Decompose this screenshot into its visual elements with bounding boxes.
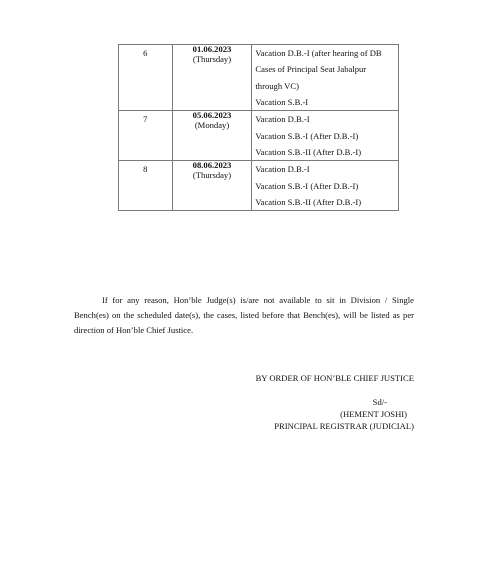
serial-number: 8 — [119, 161, 173, 211]
weekday: (Thursday) — [192, 53, 232, 64]
signatory-designation: PRINCIPAL REGISTRAR (JUDICIAL) — [274, 421, 414, 431]
date: 01.06.2023 — [192, 44, 232, 54]
weekday: (Thursday) — [192, 170, 232, 181]
signatory-name: (HEMENT JOSHI) — [340, 409, 407, 419]
bench-line: Vacation S.B.-I — [255, 96, 309, 107]
date: 05.06.2023 — [192, 110, 232, 121]
bench-line: Vacation S.B.-I (After D.B.-I) — [255, 180, 359, 191]
bench-line: through VC) — [255, 80, 299, 91]
serial-number: 7 — [119, 111, 173, 161]
bench-line: Vacation D.B.-I — [255, 114, 310, 125]
bench-line: Vacation D.B.-I — [255, 164, 310, 175]
bench-cell — [252, 161, 399, 211]
bench-line: Vacation S.B.-II (After D.B.-I) — [255, 196, 362, 207]
roster-table — [118, 44, 399, 211]
table-row — [119, 45, 399, 111]
date-cell — [172, 45, 252, 111]
signed-mark: Sd/- — [372, 397, 387, 407]
table-row — [119, 111, 399, 161]
bench-line: Vacation D.B.-I (after hearing of DB — [255, 48, 382, 58]
order-line: BY ORDER OF HON’BLE CHIEF JUSTICE — [255, 373, 414, 383]
date-cell — [172, 161, 252, 211]
notice-paragraph: If for any reason, Hon’ble Judge(s) is/are not available to sit in Division / Single Bench(es) on the scheduled date(s), the cases, listed before that Bench(es), will be listed as per direction of Hon’ble Chief Justice. — [74, 295, 414, 335]
date-cell — [172, 111, 252, 161]
bench-line: Vacation S.B.-I (After D.B.-I) — [255, 130, 359, 141]
bench-cell — [252, 45, 399, 111]
bench-cell — [252, 111, 399, 161]
bench-line: Cases of Principal Seat Jabalpur — [255, 64, 367, 75]
table-row — [119, 161, 399, 211]
serial-number: 6 — [119, 45, 173, 111]
bench-line: Vacation S.B.-II (After D.B.-I) — [255, 146, 362, 157]
weekday: (Monday) — [194, 120, 230, 131]
date: 08.06.2023 — [192, 160, 232, 171]
